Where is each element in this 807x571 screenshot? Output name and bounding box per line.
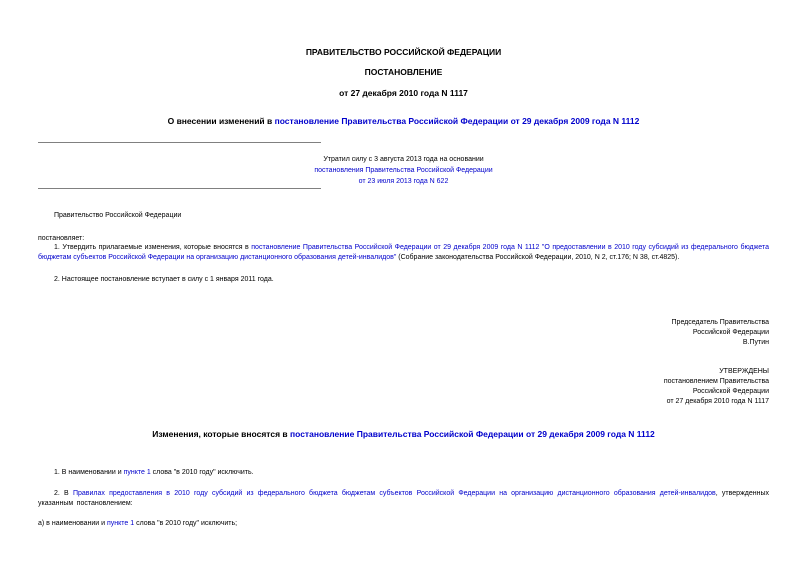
approved-line-1: УТВЕРЖДЕНЫ — [719, 368, 769, 375]
c2-suffix: , утвержденных указанным постановлением: — [38, 490, 769, 507]
c3-prefix: а) в наименовании и — [38, 520, 107, 527]
divider-bottom — [38, 188, 321, 189]
signature-line-1: Председатель Правительства — [671, 319, 769, 326]
paragraph-2: 2. Настоящее постановление вступает в силу с 1 января 2011 года. — [54, 276, 274, 283]
c2-link[interactable]: Правилах предоставления в 2010 году субсидий из федерального бюджета бюджетам субъектов Российской Федерации на организацию дистанционного образования детей-инвалидов — [72, 490, 716, 497]
doc-type: ПОСТАНОВЛЕНИЕ — [364, 67, 443, 77]
p1-link[interactable]: постановление Правительства Российской Федерации от 29 декабря 2009 года N 1112 "О предоставлении в 2010 году субсидий из федерального бюджета бюджетам субъектов Российской Федерации на организацию дистанционного образования детей-инвалидов" — [38, 244, 769, 261]
signature-line-2: Российской Федерации — [692, 329, 769, 336]
divider-top — [38, 142, 321, 143]
status-line-1: Утратил силу с 3 августа 2013 года на основании — [323, 156, 484, 163]
change-item-3 — [38, 520, 237, 527]
c2-prefix: 2. В — [54, 490, 73, 497]
document-title — [0, 116, 807, 126]
approved-line-3: Российской Федерации — [692, 388, 769, 395]
title-link[interactable]: постановление Правительства Российской Федерации от 29 декабря 2009 года N 1112 — [274, 116, 640, 126]
status-note — [270, 154, 537, 187]
signature-block — [672, 318, 769, 348]
c1-suffix: слова "в 2010 году" исключить. — [150, 469, 254, 476]
paragraph-1 — [38, 243, 769, 263]
status-link-2[interactable]: от 23 июля 2013 года N 622 — [358, 178, 449, 185]
change-item-2 — [38, 489, 769, 509]
org-name: ПРАВИТЕЛЬСТВО РОССИЙСКОЙ ФЕДЕРАЦИИ — [305, 47, 502, 57]
p1-suffix: (Собрание законодательства Российской Федерации, 2010, N 2, ст.176; N 38, ст.4825). — [396, 254, 680, 261]
changes-title-link[interactable]: постановление Правительства Российской Федерации от 29 декабря 2009 года N 1112 — [289, 429, 655, 439]
approved-line-4: от 27 декабря 2010 года N 1117 — [666, 398, 769, 405]
decides-label: постановляет: — [38, 235, 85, 242]
title-prefix: О внесении изменений в — [167, 116, 275, 126]
status-link-1[interactable]: постановления Правительства Российской Федерации — [314, 167, 493, 174]
approved-line-2: постановлением Правительства — [663, 378, 769, 385]
signature-line-3: В.Путин — [742, 339, 769, 346]
c3-suffix: слова "в 2010 году" исключить; — [134, 520, 238, 527]
changes-title — [0, 429, 807, 439]
p1-prefix: 1. Утвердить прилагаемые изменения, которые вносятся в — [54, 244, 252, 251]
c3-link[interactable]: пункте 1 — [107, 520, 135, 527]
doc-date-number: от 27 декабря 2010 года N 1117 — [339, 88, 468, 98]
government-label: Правительство Российской Федерации — [54, 212, 182, 219]
approved-block — [664, 367, 769, 407]
c1-link[interactable]: пункте 1 — [123, 469, 151, 476]
changes-title-prefix: Изменения, которые вносятся в — [152, 429, 290, 439]
c1-prefix: 1. В наименовании и — [54, 469, 124, 476]
change-item-1 — [54, 469, 254, 476]
